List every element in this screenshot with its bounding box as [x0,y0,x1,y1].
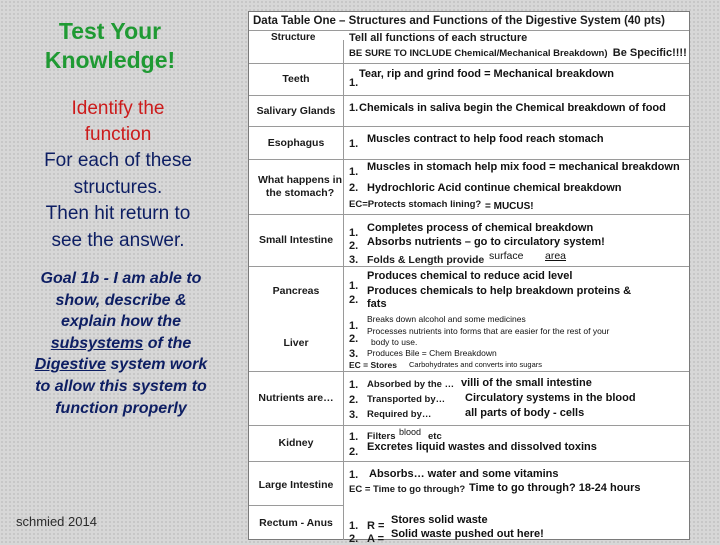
extra-credit-prompt: EC = Stores [349,360,397,370]
item-number: 2. [349,182,359,194]
answer-text: Chemicals in saliva begin the Chemical breakdown of food [359,102,666,114]
answer-text: Produces chemicals to help breakdown proteins & [367,285,632,297]
column-header-structure: Structure [271,32,316,43]
table-row-salivary-glands [249,95,689,126]
answer-text: blood [399,427,422,437]
item-number: 2. [349,394,359,406]
item-number: 2. [349,294,359,306]
item-number: 1. [349,280,359,292]
table-row-small-intestine [249,214,689,266]
table-row-teeth [249,63,689,95]
instruction-line: see the answer. [51,229,185,251]
answer-text: Processes nutrients into forms that are easier for the rest of your [367,326,610,336]
answer-text: Muscles contract to help food reach stomach [367,133,604,145]
prompt-text: Folds & Length provide [367,254,485,266]
item-number: 1. [349,431,359,443]
data-table [248,11,690,545]
author-credit: schmied 2014 [16,514,97,529]
structure-label: Liver [283,337,309,349]
identify-heading [8,96,228,148]
instruction-line: For each of these [44,150,192,171]
answer-text: Stores solid waste [391,514,488,526]
answer-text: Completes process of chemical breakdown [367,222,594,234]
prompt-text: Required by… [367,409,432,420]
answer-text: body to use. [371,337,418,347]
title-line: Test Your [58,18,162,44]
goal-line [14,333,228,355]
goal-keyword: subsystems [50,334,144,352]
instruction-line: Then hit return to [45,203,191,224]
structure-label: What happens in the stomach? [258,174,342,199]
answer-text: Produces Bile = Chem Breakdown [367,348,497,358]
answer-text: Breaks down alcohol and some medicines [367,314,526,324]
table-row-kidney [249,425,689,461]
goal-line: Goal 1b - I am able to [40,270,202,287]
structure-label: Nutrients are… [258,392,334,404]
goal-line: to allow this system to [35,377,207,395]
answer-text: Produces chemical to reduce acid level [367,270,573,282]
answer-text: Absorbs nutrients – go to circulatory system! [367,236,605,248]
item-number: 1. [349,166,359,178]
item-number: 1. [349,77,359,89]
extra-credit-prompt: EC=Protects stomach lining? [349,199,482,210]
structure-label: Small Intestine [258,234,334,246]
answer-text: Tear, rip and grind food = Mechanical breakdown [359,68,614,80]
item-number: 1. [349,469,359,481]
answer-text: villi of the small intestine [461,377,592,389]
prompt-text: Transported by… [367,394,446,405]
answer-text: Absorbs… water and some vitamins [369,468,559,480]
structure-label: Large Intestine [258,478,334,491]
prompt-text: etc [428,431,442,442]
structure-label: Rectum - Anus [249,505,343,541]
answer-text: fats [367,298,387,310]
answer-text: Excretes liquid wastes and dissolved toxins [367,441,597,453]
column-header-note [349,47,687,59]
instruction-line: structures. [73,176,163,198]
goal-text: system work [105,356,208,374]
answer-text: Muscles in stomach help mix food = mechanical breakdown [367,161,680,173]
answer-text: Hydrochloric Acid continue chemical breakdown [367,182,622,194]
item-number: 1. [349,379,359,391]
item-number: 2. [349,533,359,545]
left-panel [0,0,248,540]
title-line: Knowledge! [44,47,176,73]
structure-label: Pancreas [272,285,320,297]
item-number: 1. [349,320,359,332]
extra-credit-answer: Carbohydrates and converts into sugars [409,360,542,369]
identify-line: function [84,124,152,145]
answer-text: Solid waste pushed out here! [391,528,544,540]
table-row-stomach [249,159,689,214]
item-number: 3. [349,409,359,421]
item-number: 1. [349,102,359,114]
extra-credit-answer: Time to go through? 18-24 hours [469,482,641,494]
structure-label: Salivary Glands [256,104,336,117]
item-number: 3. [349,254,359,266]
item-number: 2. [349,333,359,345]
table-row-nutrients [249,371,689,425]
identify-line: Identify the [71,98,165,119]
prompt-text: Absorbed by the … [367,379,455,390]
table-row-liver [249,304,689,371]
answer-text: Circulatory systems in the blood [465,392,636,404]
prompt-text: Filters [367,431,396,442]
item-number: 1. [349,138,359,150]
item-number: 3. [349,348,359,360]
column-header-function: Tell all functions of each structure [349,32,528,44]
goal-line [14,354,228,376]
table-row-esophagus [249,126,689,159]
goal-line: explain how the [60,313,181,331]
goal-line: function properly [55,399,187,417]
goal-statement [14,268,228,419]
table-row-rectum-anus [249,501,689,545]
be-specific-note: Be Specific!!!! [612,47,687,59]
instructions [8,148,228,254]
structure-label: Teeth [282,73,310,85]
goal-line: show, describe & [55,291,187,309]
answer-text: all parts of body - cells [465,407,585,419]
goal-text: of the [143,334,192,352]
item-number: 2. [349,240,359,252]
column-header-note-text: BE SURE TO INCLUDE Chemical/Mechanical Breakdown) [349,48,608,59]
goal-keyword: Digestive [34,356,106,374]
answer-text: area [545,250,567,262]
extra-credit-prompt: EC = Time to go through? [349,484,466,495]
prompt-text: R = [367,520,385,532]
slide-title [10,17,210,75]
prompt-text: A = [367,533,385,545]
extra-credit-answer: = MUCUS! [485,201,534,212]
structure-label: Esophagus [267,136,325,149]
item-number: 2. [349,446,359,458]
answer-text: surface [489,250,524,262]
item-number: 1. [349,227,359,239]
structure-label: Kidney [278,437,314,449]
table-title: Data Table One – Structures and Functions of the Digestive System (40 pts) [253,15,665,27]
item-number: 1. [349,520,359,532]
